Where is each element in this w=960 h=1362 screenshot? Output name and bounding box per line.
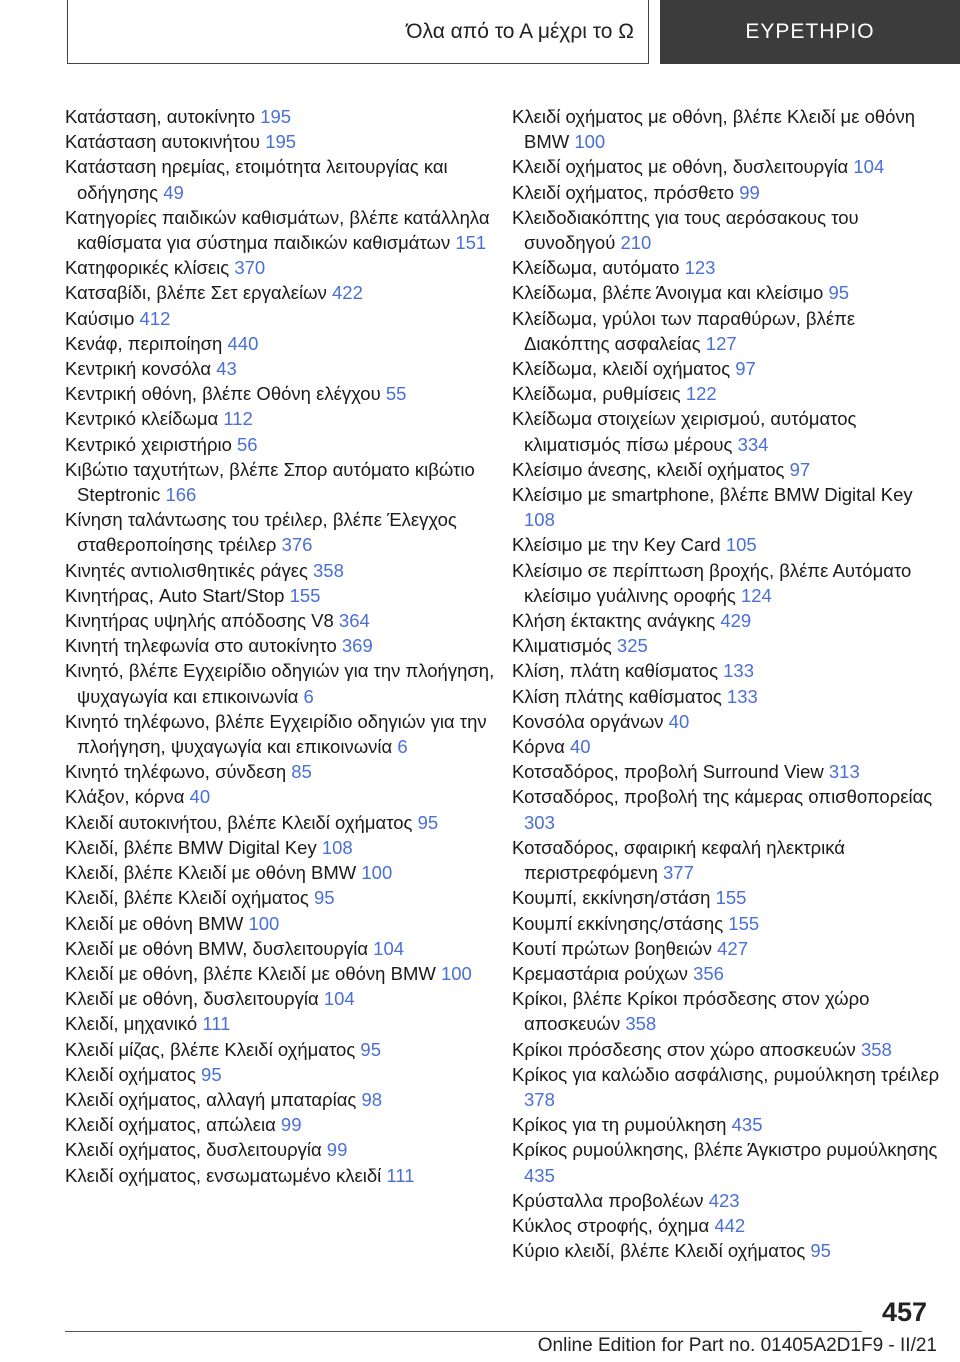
index-page-link[interactable]: 303 [524,811,555,833]
index-entry-text: Κεντρικό χειριστήριο [65,433,232,455]
index-entry-text: Κλειδί, βλέπε Κλειδί με οθόνη BMW [65,862,357,884]
index-entry-text: Κινητές αντιολισθητικές ράγες [65,559,308,581]
footer-edition: Online Edition for Part no. 01405A2D1F9 - II/21 [537,1335,937,1356]
index-column-right [512,104,942,1263]
index-entry [65,1087,495,1112]
index-page-link[interactable]: 6 [397,736,408,758]
index-page-link[interactable]: 49 [163,181,184,203]
index-page-link[interactable]: 435 [524,1164,555,1186]
index-entry-text: Κενάφ, περιποίηση [65,332,223,354]
index-entry [65,835,495,860]
index-entry-text: Κλείδωμα, ρυθμίσεις [512,383,681,405]
index-page-link[interactable]: 358 [860,1038,892,1060]
index-entry-text: Κοτσαδόρος, σφαιρική κεφαλή ηλεκτρικά περιστρεφόμενη [512,836,845,884]
index-page-link[interactable]: 377 [663,862,694,884]
index-entry [512,1188,942,1213]
index-entry-text: Κλειδί οχήματος με οθόνη, δυσλειτουργία [512,156,849,178]
index-entry [512,633,942,658]
section-tab-index[interactable]: ΕΥΡΕΤΗΡΙΟ [660,0,960,64]
index-page-link[interactable]: 6 [303,685,314,707]
index-entry [512,936,942,961]
index-page-link[interactable]: 108 [321,836,353,858]
index-page-link[interactable]: 95 [313,887,335,909]
page-header [0,0,960,66]
index-entry-text: Κλίση πλάτης καθίσματος [512,685,722,707]
index-page-link[interactable]: 435 [731,1114,763,1136]
index-entry-text: Κλειδί, βλέπε BMW Digital Key [65,836,317,858]
index-entry-text: Κλειδί οχήματος, πρόσθετο [512,181,735,203]
index-page-link[interactable]: 412 [139,307,171,329]
index-entry [65,1011,495,1036]
index-entry [65,457,495,507]
index-entry [65,558,495,583]
index-entry-text: Κεντρική οθόνη, βλέπε Οθόνη ελέγχου [65,383,381,405]
index-entry [512,784,942,834]
index-entry [65,986,495,1011]
index-entry-text: Κλειδί οχήματος, αλλαγή μπαταρίας [65,1088,357,1110]
index-entry-text: Κλειδί οχήματος, απώλεια [65,1114,276,1136]
index-entry [512,558,942,608]
index-entry [512,104,942,154]
index-entry-text: Κλειδί με οθόνη BMW [65,912,244,934]
index-entry [65,331,495,356]
index-page-link[interactable]: 100 [361,862,393,884]
index-page-link[interactable]: 85 [291,761,312,783]
index-entry [65,860,495,885]
index-entry-text: Κλειδί οχήματος με οθόνη, βλέπε Κλειδί με οθόνη BMW [512,106,915,153]
index-entry [65,709,495,759]
index-entry [512,709,942,734]
index-page-link[interactable]: 427 [717,937,749,959]
index-page-link[interactable]: 95 [810,1240,831,1262]
index-entry-text: Κλείσιμο με την Key Card [512,534,721,556]
index-entry-text: Κλειδί με οθόνη, βλέπε Κλειδί με οθόνη BMW [65,962,436,984]
index-entry-text: Κατάσταση ηρεμίας, ετοιμότητα λειτουργίας και οδήγησης [65,156,448,203]
index-page-link[interactable]: 111 [386,1164,415,1186]
index-page-link[interactable]: 166 [165,484,197,506]
index-entry-text: Κύριο κλειδί, βλέπε Κλειδί οχήματος [512,1240,806,1262]
index-entry-text: Κινητό τηλέφωνο, βλέπε Εγχειρίδιο οδηγιών για την πλοήγηση, ψυχαγωγία και επικοινωνία [65,710,487,758]
index-page-link[interactable]: 378 [524,1088,555,1110]
index-entry-text: Κουμπί εκκίνησης/στάσης [512,912,724,934]
index-entry-text: Κλειδοδιακόπτης για τους αερόσακους του συνοδηγού [512,206,859,254]
index-page-link[interactable]: 195 [265,131,297,153]
index-page-link[interactable]: 423 [708,1189,740,1211]
index-page-link[interactable]: 105 [725,534,757,556]
index-entry [512,154,942,179]
section-tab-a-to-z[interactable]: Όλα από το Α μέχρι το Ω [67,0,649,64]
index-entry [512,911,942,936]
index-entry [65,381,495,406]
index-entry [65,961,495,986]
index-entry-text: Κλείδωμα, βλέπε Άνοιγμα και κλείσιμο [512,282,824,304]
index-entry-text: Κλειδί, μηχανικό [65,1013,198,1035]
index-entry [65,104,495,129]
index-entry [65,608,495,633]
index-entry [512,1137,942,1187]
index-page-link[interactable]: 95 [417,811,439,833]
index-page-link[interactable]: 369 [341,635,373,657]
index-entry [65,129,495,154]
index-entry-text: Κοτσαδόρος, προβολή της κάμερας οπισθοπορείας [512,786,933,808]
index-page-link[interactable]: 108 [524,509,555,531]
index-page-link[interactable]: 370 [234,257,266,279]
index-entry [512,1037,942,1062]
footer-divider [65,1331,862,1332]
index-entry-text: Κόρνα [512,736,565,758]
index-page-link[interactable]: 56 [237,433,258,455]
index-entry-text: Κλείσιμο με smartphone, βλέπε BMW Digital Key [512,484,913,506]
index-entry-text: Κινητήρας, Auto Start/Stop [65,584,285,606]
index-entry-text: Κλειδί οχήματος [65,1063,196,1085]
index-entry-text: Κονσόλα οργάνων [512,710,664,732]
index-page-link[interactable]: 99 [739,181,760,203]
index-entry [65,810,495,835]
index-page-link[interactable]: 40 [189,786,211,808]
index-entry [65,507,495,557]
index-entry [512,356,942,381]
index-entry [65,1112,495,1137]
index-entry [65,784,495,809]
index-entry-text: Κρύσταλλα προβολέων [512,1189,704,1211]
index-entry-text: Κλειδί μίζας, βλέπε Κλειδί οχήματος [65,1038,356,1060]
index-page-link[interactable]: 127 [705,332,737,354]
index-entry [65,406,495,431]
index-entry [512,684,942,709]
index-page-link[interactable]: 155 [728,912,760,934]
index-entry-text: Κλειδί με οθόνη BMW, δυσλειτουργία [65,937,369,959]
index-column-left [65,104,495,1188]
index-entry-text: Κινητή τηλεφωνία στο αυτοκίνητο [65,635,337,657]
index-entry-text: Κλιματισμός [512,635,612,657]
index-page-link[interactable]: 104 [373,937,405,959]
index-entry [65,432,495,457]
index-page-link[interactable]: 155 [289,584,321,606]
index-page-link[interactable]: 112 [223,408,253,430]
index-entry-text: Κρίκος ρυμούλκησης, βλέπε Άγκιστρο ρυμούλκησης [512,1139,938,1161]
index-entry-text: Κύκλος στροφής, όχημα [512,1214,710,1236]
index-entry [512,658,942,683]
index-entry-text: Κιβώτιο ταχυτήτων, βλέπε Σπορ αυτόματο κιβώτιο Steptronic [65,458,475,506]
index-entry-text: Κλειδί οχήματος, ενσωματωμένο κλειδί [65,1164,382,1186]
index-entry [65,885,495,910]
index-entry [65,280,495,305]
index-page-link[interactable]: 155 [715,887,747,909]
index-entry [65,356,495,381]
index-entry [65,1137,495,1162]
index-page-link[interactable]: 99 [326,1139,348,1161]
index-entry-text: Κρίκος για τη ρυμούλκηση [512,1114,727,1136]
index-entry [65,205,495,255]
index-page-link[interactable]: 55 [385,383,407,405]
index-entry [512,1238,942,1263]
index-entry-text: Κατηγορίες παιδικών καθισμάτων, βλέπε κατάλληλα καθίσματα για σύστημα παιδικών καθισμάτων [65,206,490,254]
index-entry-text: Κεντρική κονσόλα [65,358,212,380]
index-page-link[interactable]: 313 [828,761,860,783]
index-entry-text: Καύσιμο [65,307,135,329]
index-entry [65,936,495,961]
index-entry [512,381,942,406]
index-entry [512,835,942,885]
index-entry-text: Κοτσαδόρος, προβολή Surround View [512,761,824,783]
index-entry [65,583,495,608]
index-entry [512,759,942,784]
index-page-link[interactable]: 442 [714,1214,746,1236]
index-page-link[interactable]: 104 [323,988,355,1010]
index-entry-text: Κινητό, βλέπε Εγχειρίδιο οδηγιών για την πλοήγηση, ψυχαγωγία και επικοινωνία [65,660,495,707]
index-entry [512,1112,942,1137]
page-number: 457 [881,1297,927,1327]
index-entry [512,406,942,456]
index-entry-text: Κλείδωμα στοιχείων χειρισμού, αυτόματος κλιματισμός πίσω μέρους [512,408,857,455]
index-page-link[interactable]: 358 [625,1013,657,1035]
index-page-link[interactable]: 111 [202,1013,231,1035]
index-entry-text: Κλείδωμα, γρύλοι των παραθύρων, βλέπε Διακόπτης ασφαλείας [512,307,856,354]
index-entry-text: Κλήση έκτακτης ανάγκης [512,610,716,632]
index-entry-text: Κλείδωμα, αυτόματο [512,257,680,279]
index-entry [512,532,942,557]
index-page-link[interactable]: 356 [693,962,724,984]
index-entry [512,961,942,986]
index-entry [512,986,942,1036]
index-page-link[interactable]: 43 [216,358,237,380]
index-entry-text: Κινητήρας υψηλής απόδοσης V8 [65,610,334,632]
index-entry [512,255,942,280]
index-page-link[interactable]: 104 [853,156,885,178]
index-page-link[interactable]: 133 [726,685,758,707]
index-entry [65,306,495,331]
index-entry [65,255,495,280]
index-page-link[interactable]: 40 [668,710,690,732]
index-page-link[interactable]: 40 [570,736,591,758]
index-entry-text: Κρίκοι, βλέπε Κρίκοι πρόσδεσης στον χώρο αποσκευών [512,988,870,1035]
index-entry-text: Κλείσιμο σε περίπτωση βροχής, βλέπε Αυτόματο κλείσιμο γυάλινης οροφής [512,559,912,606]
index-entry [65,1163,495,1188]
index-entry-text: Κατηφορικές κλίσεις [65,257,230,279]
index-entry-text: Κινητό τηλέφωνο, σύνδεση [65,761,287,783]
index-page-link[interactable]: 195 [260,106,292,127]
index-entry-text: Κεντρικό κλείδωμα [65,408,219,430]
index-entry [512,306,942,356]
index-page-link[interactable]: 122 [685,383,717,405]
index-page-link[interactable]: 123 [684,257,716,279]
index-page-link[interactable]: 334 [737,433,769,455]
index-entry [65,633,495,658]
index-entry [512,1062,942,1112]
index-entry-text: Κλειδί, βλέπε Κλειδί οχήματος [65,887,309,909]
index-page-link[interactable]: 364 [338,610,370,632]
index-page-link[interactable]: 358 [313,559,344,581]
index-entry-text: Κλειδί οχήματος, δυσλειτουργία [65,1139,322,1161]
index-page-link[interactable]: 100 [574,131,606,153]
index-entry-text: Κλειδί με οθόνη, δυσλειτουργία [65,988,319,1010]
index-page-link[interactable]: 95 [360,1038,381,1060]
index-entry-text: Κλάξον, κόρνα [65,786,185,808]
index-entry-text: Κίνηση ταλάντωσης του τρέιλερ, βλέπε Έλεγχος σταθεροποίησης τρέιλερ [65,509,457,556]
index-page-link[interactable]: 100 [248,912,280,934]
index-page-link[interactable]: 440 [227,332,259,354]
index-page-link[interactable]: 429 [720,610,752,632]
index-entry [65,1062,495,1087]
index-entry-text: Κλίση, πλάτη καθίσματος [512,660,718,682]
index-entry-text: Κλείδωμα, κλειδί οχήματος [512,358,731,380]
index-entry [512,482,942,532]
index-entry-text: Κρίκος για καλώδιο ασφάλισης, ρυμούλκηση τρέιλερ [512,1063,940,1085]
index-entry [512,457,942,482]
index-page-link[interactable]: 133 [723,660,755,682]
index-page-link[interactable]: 376 [281,534,313,556]
index-entry [65,658,495,708]
index-entry-text: Κρεμαστάρια ρούχων [512,962,688,984]
index-page-link[interactable]: 95 [201,1063,222,1085]
index-entry [512,205,942,255]
index-page-link[interactable]: 422 [332,282,363,304]
index-page-link[interactable]: 99 [280,1114,302,1136]
index-entry [512,608,942,633]
index-entry-text: Κλείσιμο άνεσης, κλειδί οχήματος [512,458,785,480]
index-entry-text: Κατάσταση αυτοκινήτου [65,131,261,153]
index-entry [65,154,495,204]
index-entry [512,1213,942,1238]
index-page-link[interactable]: 98 [361,1088,383,1110]
index-entry [512,734,942,759]
index-entry-text: Κατσαβίδι, βλέπε Σετ εργαλείων [65,282,327,304]
index-entry [512,280,942,305]
index-page-link[interactable]: 97 [789,458,811,480]
index-page-link[interactable]: 210 [620,232,652,254]
index-entry [512,885,942,910]
index-page-link[interactable]: 325 [616,635,648,657]
index-page-link[interactable]: 151 [455,232,487,254]
index-page-link[interactable]: 100 [440,962,472,984]
index-entry [512,180,942,205]
index-entry-text: Κουτί πρώτων βοηθειών [512,937,712,959]
index-entry-text: Κατάσταση, αυτοκίνητο [65,106,256,127]
index-entry [65,911,495,936]
index-entry [65,1037,495,1062]
index-entry-text: Κλειδί αυτοκινήτου, βλέπε Κλειδί οχήματος [65,811,413,833]
index-page-link[interactable]: 97 [735,358,756,380]
index-entry-text: Κουμπί, εκκίνηση/στάση [512,887,711,909]
index-entry [65,759,495,784]
index-page-link[interactable]: 95 [828,282,850,304]
index-entry-text: Κρίκοι πρόσδεσης στον χώρο αποσκευών [512,1038,856,1060]
index-page-link[interactable]: 124 [740,584,772,606]
